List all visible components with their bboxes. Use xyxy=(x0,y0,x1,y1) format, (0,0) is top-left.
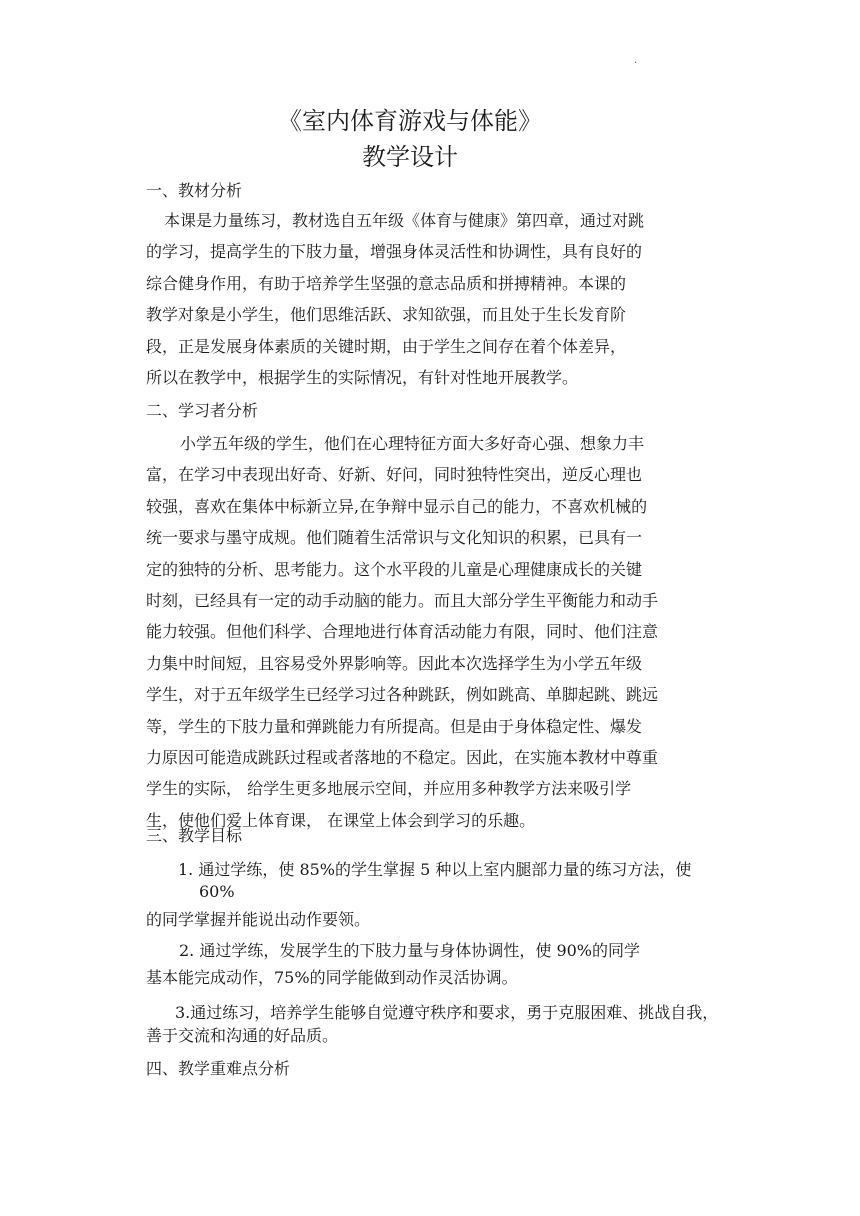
paragraph-line: 本课是力量练习，教材选自五年级《体育与健康》第四章，通过对跳 xyxy=(164,211,645,230)
objective-1-line-2: 60% xyxy=(199,882,235,901)
paragraph-line: 力集中时间短，且容易受外界影响等。因此本次选择学生为小学五年级 xyxy=(146,653,643,673)
section-heading-learner-analysis: 二、学习者分析 xyxy=(146,401,259,420)
paragraph-line: 时刻，已经具有一定的动手动脑的能力。而且大部分学生平衡能力和动手 xyxy=(146,591,659,611)
paragraph-line: 较强，喜欢在集体中标新立异,在争辩中显示自己的能力，不喜欢机械的 xyxy=(146,496,648,516)
document-title: 《室内体育游戏与体能》 xyxy=(278,107,542,135)
paragraph-line: 的学习，提高学生的下肢力量，增强身体灵活性和协调性，具有良好的 xyxy=(146,242,643,262)
section-heading-key-difficulties: 四、教学重难点分析 xyxy=(146,1059,291,1078)
page-dot: · xyxy=(634,58,638,69)
paragraph-line: 统一要求与墨守成规。他们随着生活常识与文化知识的积累，已具有一 xyxy=(146,528,643,548)
paragraph-line: 定的独特的分析、思考能力。这个水平段的儿童是心理健康成长的关键 xyxy=(146,559,643,579)
paragraph-line: 学生，对于五年级学生已经学习过各种跳跃，例如跳高、单脚起跳、跳远 xyxy=(146,685,659,705)
paragraph-line: 综合健身作用，有助于培养学生坚强的意志品质和拼搏精神。本课的 xyxy=(146,273,627,293)
paragraph-line: 教学对象是小学生，他们思维活跃、求知欲强，而且处于生长发育阶 xyxy=(146,305,627,325)
paragraph-line: 段，正是发展身体素质的关键时期，由于学生之间存在着个体差异， xyxy=(146,336,627,356)
paragraph-line: 富，在学习中表现出好奇、好新、好问，同时独特性突出，逆反心理也 xyxy=(146,465,643,485)
paragraph-line: 小学五年级的学生，他们在心理特征方面大多好奇心强、想象力丰 xyxy=(180,434,645,453)
paragraph-line: 等，学生的下肢力量和弹跳能力有所提高。但是由于身体稳定性、爆发 xyxy=(146,716,643,736)
objective-2-line-2: 基本能完成动作，75%的同学能做到动作灵活协调。 xyxy=(146,968,518,987)
section-heading-teaching-objectives: 三、教学目标 xyxy=(146,826,243,845)
document-subtitle: 教学设计 xyxy=(362,143,458,171)
objective-3-line-2: 善于交流和沟通的好品质。 xyxy=(146,1026,339,1045)
paragraph-line: 所以在教学中，根据学生的实际情况，有针对性地开展教学。 xyxy=(146,368,579,388)
section-learner-analysis-body xyxy=(146,428,658,836)
objective-1-line-3: 的同学掌握并能说出动作要领。 xyxy=(146,910,371,929)
paragraph-line: 学生的实际， 给学生更多地展示空间，并应用多种教学方法来吸引学 xyxy=(146,779,632,799)
paragraph-line: 能力较强。但他们科学、合理地进行体育活动能力有限，同时、他们注意 xyxy=(146,622,659,642)
section-heading-material-analysis: 一、教材分析 xyxy=(146,181,243,200)
objective-2-line-1: 2. 通过学练，发展学生的下肢力量与身体协调性，使 90%的同学 xyxy=(179,941,641,960)
objective-3-line-1: 3.通过练习，培养学生能够自觉遵守秩序和要求，勇于克服困难、挑战自我， xyxy=(175,1003,719,1022)
objective-1-line-1: 1. 通过学练，使 85%的学生掌握 5 种以上室内腿部力量的练习方法，使 xyxy=(178,860,692,879)
paragraph-line: 力原因可能造成跳跃过程或者落地的不稳定。因此，在实施本教材中尊重 xyxy=(146,748,659,768)
paragraph-line: 生，使他们爱上体育课， 在课堂上体会到学习的乐趣。 xyxy=(146,810,536,830)
section-material-analysis-body xyxy=(146,205,644,393)
